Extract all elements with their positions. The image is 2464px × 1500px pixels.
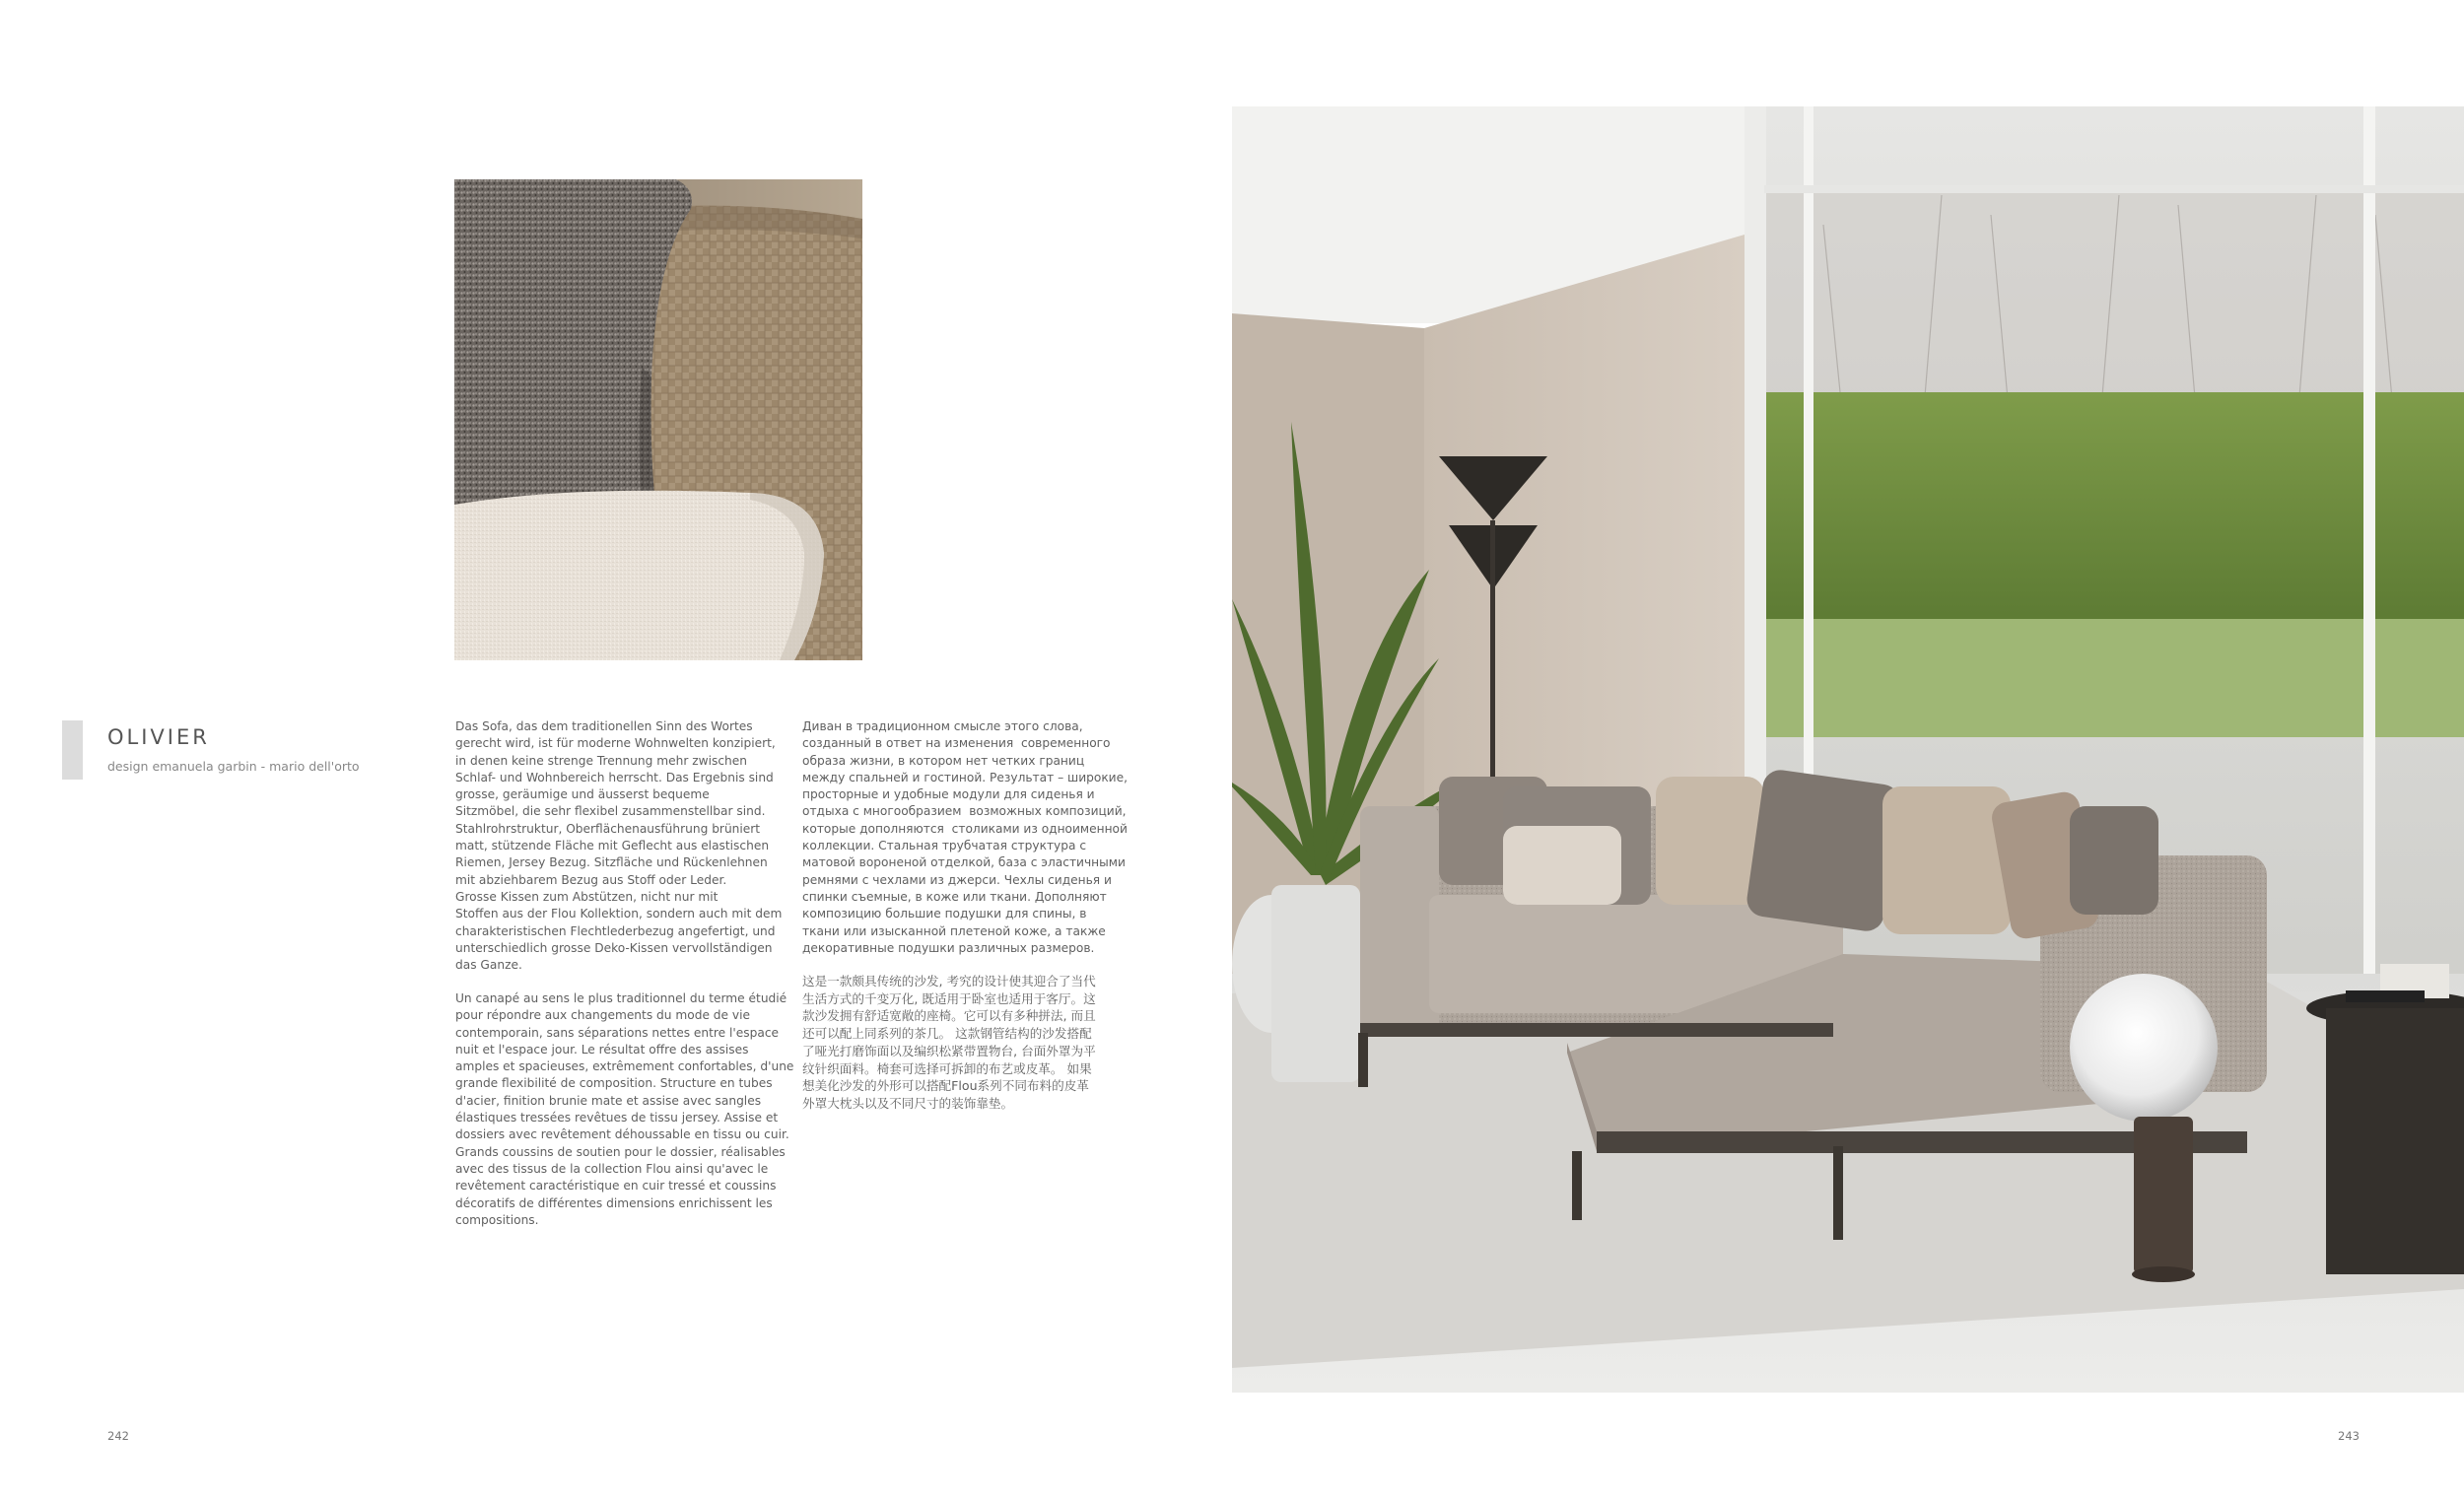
text-line-zh: 想美化沙发的外形可以搭配Flou系列不同布料的皮革	[802, 1078, 1089, 1094]
text-line-zh: 款沙发拥有舒适宽敞的座椅。它可以有多种拼法, 而且	[802, 1008, 1096, 1024]
text-line-ru: матовой вороненой отделкой, база с эластичными	[802, 855, 1126, 870]
text-line-de: Stoffen aus der Flou Kollektion, sondern auch mit dem	[455, 907, 783, 921]
text-line-fr: grande flexibilité de composition. Structure en tubes	[455, 1076, 773, 1091]
text-line-zh: 生活方式的千变万化, 既适用于卧室也适用于客厅。这	[802, 990, 1096, 1006]
text-line-fr: dossiers avec revêtement déhoussable en tissu ou cuir.	[455, 1127, 789, 1142]
text-line-ru: образа жизни, в котором нет четких границ	[802, 753, 1085, 768]
text-line-de: das Ganze.	[455, 958, 522, 973]
text-line-fr: élastiques tressées revêtues de tissu jersey. Assise et	[455, 1111, 779, 1125]
text-line-fr: Un canapé au sens le plus traditionnel du terme étudié	[455, 991, 787, 1005]
description-chinese	[802, 973, 1128, 1113]
text-line-ru: между спальней и гостиной. Результат – широкие,	[802, 770, 1128, 784]
text-line-de: Schlaf- und Wohnbereich herrscht. Das Ergebnis sind	[455, 770, 774, 784]
designer-credit: design emanuela garbin - mario dell'orto	[107, 759, 360, 774]
description-russian	[802, 718, 1128, 957]
text-line-ru: композицию большие подушки для спины, в	[802, 907, 1087, 921]
text-line-ru: отдыха с многообразием возможных композиций,	[802, 804, 1127, 819]
page-number-right: 243	[2338, 1429, 2360, 1443]
text-line-ru: декоративные подушки различных размеров.	[802, 940, 1095, 955]
text-line-ru: ткани или изысканной плетеной коже, а также	[802, 923, 1106, 938]
product-title: OLIVIER	[107, 725, 210, 749]
text-line-fr: décoratifs de différentes dimensions enrichissent les	[455, 1195, 773, 1210]
text-line-ru: коллекции. Стальная трубчатая структура с	[802, 839, 1087, 853]
text-line-fr: pour répondre aux changements du mode de vie	[455, 1008, 751, 1023]
text-line-ru: которые дополняются столиками из одноименной	[802, 821, 1128, 836]
text-line-de: charakteristischen Flechtlederbezug angefertigt, und	[455, 923, 776, 938]
text-line-de: Riemen, Jersey Bezug. Sitzfläche und Rückenlehnen	[455, 855, 768, 870]
text-line-zh: 这是一款颇具传统的沙发, 考究的设计使其迎合了当代	[802, 974, 1096, 989]
text-line-fr: compositions.	[455, 1212, 539, 1227]
text-line-zh: 外罩大枕头以及不同尺寸的装饰靠垫。	[802, 1095, 1014, 1111]
text-line-ru: Диван в традиционном смысле этого слова,	[802, 719, 1083, 733]
cushion-detail-image	[454, 179, 862, 660]
text-line-de: mit abziehbarem Bezug aus Stoff oder Leder.	[455, 872, 727, 887]
description-french	[455, 990, 794, 1229]
text-line-de: in denen keine strenge Trennung mehr zwischen	[455, 753, 747, 768]
text-line-fr: Grands coussins de soutien pour le dossier, réalisables	[455, 1144, 786, 1159]
text-line-fr: amples et spacieuses, extrêmement confortables, d'une	[455, 1059, 794, 1074]
text-line-de: Grosse Kissen zum Abstützen, nicht nur mit	[455, 889, 719, 904]
living-room-photo	[1232, 106, 2464, 1393]
text-line-ru: ремнями с чехлами из джерси. Чехлы сиденья и	[802, 872, 1112, 887]
text-line-de: gerecht wird, ist für moderne Wohnwelten konzipiert,	[455, 736, 776, 751]
text-line-de: Das Sofa, das dem traditionellen Sinn des Wortes	[455, 719, 753, 733]
text-line-de: Stahlrohrstruktur, Oberflächenausführung brüniert	[455, 821, 761, 836]
text-line-fr: avec des tissus de la collection Flou ainsi qu'avec le	[455, 1161, 769, 1176]
cushion-detail-photo	[454, 179, 862, 660]
text-line-de: matt, stützende Fläche mit Geflecht aus elastischen	[455, 839, 770, 853]
text-line-fr: d'acier, finition brunie mate et assise avec sangles	[455, 1093, 762, 1108]
text-line-ru: просторные и удобные модули для сиденья и	[802, 787, 1095, 802]
text-line-zh: 还可以配上同系列的茶几。 这款钢管结构的沙发搭配	[802, 1026, 1092, 1042]
living-room-image	[1232, 106, 2464, 1393]
text-line-ru: созданный в ответ на изменения современного	[802, 736, 1111, 751]
accent-bar	[62, 720, 83, 780]
text-line-fr: nuit et l'espace jour. Le résultat offre des assises	[455, 1042, 749, 1057]
description-german	[455, 718, 790, 974]
text-line-zh: 纹针织面料。椅套可选择可拆卸的布艺或皮革。 如果	[802, 1060, 1092, 1076]
text-line-de: Sitzmöbel, die sehr flexibel zusammenstellbar sind.	[455, 804, 766, 819]
text-line-zh: 了哑光打磨饰面以及编织松紧带置物台, 台面外罩为平	[802, 1043, 1096, 1058]
text-line-de: grosse, geräumige und äusserst bequeme	[455, 787, 710, 802]
text-line-fr: contemporain, sans séparations nettes entre l'espace	[455, 1025, 780, 1040]
page-number-left: 242	[107, 1429, 129, 1443]
text-line-de: unterschiedlich grosse Deko-Kissen vervollständigen	[455, 940, 773, 955]
text-line-fr: revêtement caractéristique en cuir tressé et coussins	[455, 1179, 777, 1193]
text-line-ru: спинки съемные, в коже или ткани. Дополняют	[802, 889, 1107, 904]
